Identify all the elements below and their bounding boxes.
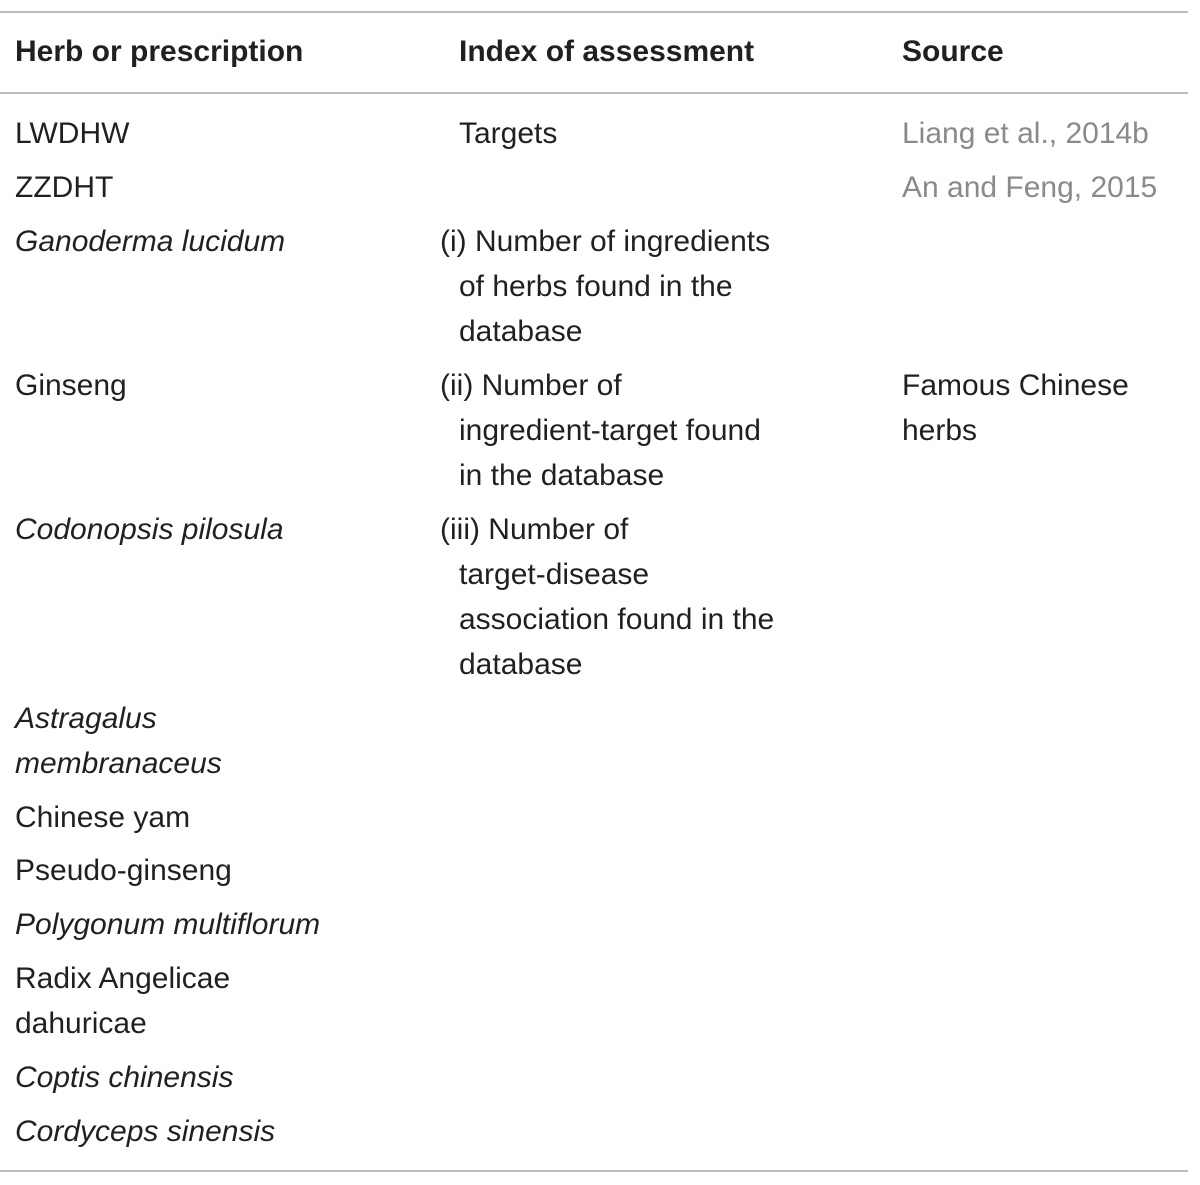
herb-pseudo-ginseng: Pseudo-ginseng [15, 854, 232, 887]
source-lwdhw-link[interactable]: Liang et al., 2014b [902, 117, 1149, 150]
index-iii [440, 507, 774, 687]
index-iii-line2: target-disease [459, 558, 650, 591]
header-source: Source [902, 35, 1004, 68]
index-iii-line3: association found in the [459, 603, 775, 636]
header-herb: Herb or prescription [15, 35, 304, 68]
index-i [440, 219, 770, 354]
index-ii-line1: (ii) Number of [440, 369, 622, 402]
herb-polygonum: Polygonum multiflorum [15, 908, 321, 941]
herb-coptis: Coptis chinensis [15, 1061, 234, 1094]
herb-codonopsis: Codonopsis pilosula [15, 513, 284, 546]
herb-zzdht: ZZDHT [15, 171, 114, 204]
index-ii-line3: in the database [459, 459, 665, 492]
source-famous-line2: herbs [902, 414, 978, 447]
herb-cordyceps: Cordyceps sinensis [15, 1115, 276, 1148]
herb-ganoderma: Ganoderma lucidum [15, 225, 286, 258]
source-zzdht-link[interactable]: An and Feng, 2015 [902, 171, 1158, 204]
table-bottom-rule [0, 1170, 1188, 1172]
herb-radix-angelicae [15, 956, 230, 1046]
table-top-rule [0, 11, 1188, 13]
index-targets: Targets [459, 117, 558, 150]
index-ii [440, 363, 761, 498]
herb-chinese-yam: Chinese yam [15, 801, 191, 834]
index-iii-line4: database [459, 648, 583, 681]
herb-radix-line1: Radix Angelicae [15, 962, 231, 995]
herb-ginseng: Ginseng [15, 369, 127, 402]
herb-astragalus-line2: membranaceus [15, 747, 222, 780]
herb-lwdhw: LWDHW [15, 117, 130, 150]
table-header-rule [0, 92, 1188, 94]
source-famous-line1: Famous Chinese [902, 369, 1129, 402]
index-ii-line2: ingredient-target found [459, 414, 761, 447]
source-famous-herbs [902, 363, 1129, 453]
index-i-line3: database [459, 315, 583, 348]
herb-astragalus [15, 696, 222, 786]
herb-radix-line2: dahuricae [15, 1007, 147, 1040]
herb-astragalus-line1: Astragalus [15, 702, 157, 735]
index-i-line1: (i) Number of ingredients [440, 225, 771, 258]
index-i-line2: of herbs found in the [459, 270, 733, 303]
header-index: Index of assessment [459, 35, 755, 68]
index-iii-line1: (iii) Number of [440, 513, 629, 546]
